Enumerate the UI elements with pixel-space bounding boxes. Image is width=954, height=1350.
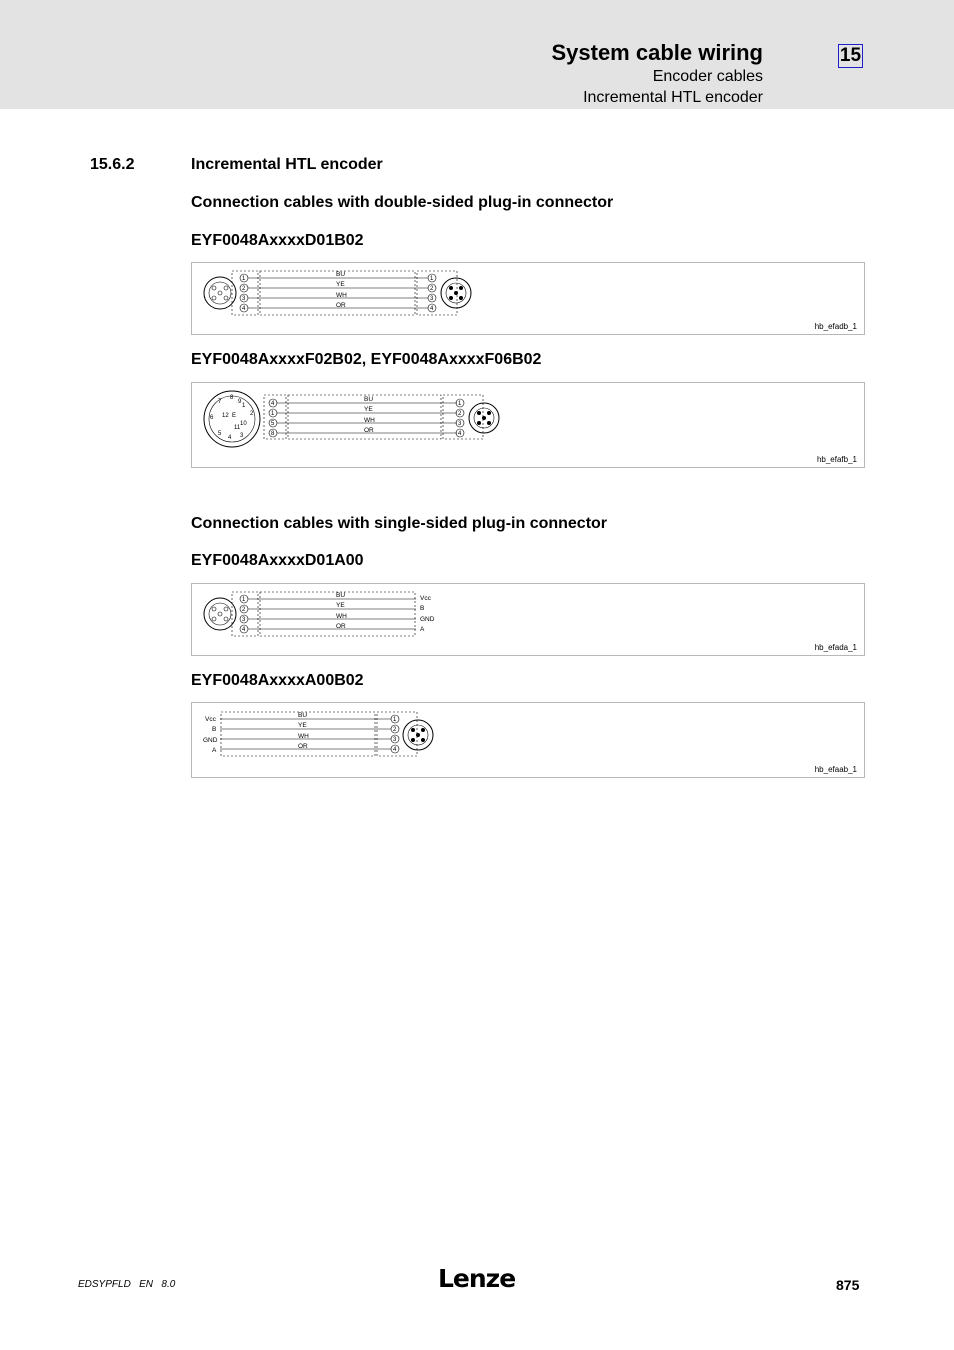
figure-title-d01a00: EYF0048AxxxxD01A00 — [191, 552, 364, 569]
m12-connector-right-icon — [469, 403, 499, 433]
svg-text:4: 4 — [430, 306, 434, 312]
section-number: 15.6.2 — [90, 156, 135, 173]
wiring-diagram-graphic — [192, 383, 866, 469]
footer-document-code — [78, 1279, 175, 1290]
pin-markers-right — [391, 715, 399, 753]
wires — [248, 271, 428, 309]
round-12-pin-connector-left-icon — [204, 391, 260, 447]
svg-text:2: 2 — [430, 286, 434, 292]
wires — [248, 592, 416, 630]
svg-text:8: 8 — [230, 395, 234, 401]
wiring-diagram-d01a00 — [191, 583, 865, 656]
svg-text:WH: WH — [336, 613, 347, 620]
figure-id: hb_efafb_1 — [816, 455, 857, 464]
svg-text:2: 2 — [393, 727, 397, 733]
svg-text:Vcc: Vcc — [420, 595, 431, 602]
wiring-diagram-graphic — [192, 703, 866, 779]
svg-text:2: 2 — [458, 411, 462, 417]
svg-text:BU: BU — [336, 271, 346, 278]
svg-text:WH: WH — [364, 417, 375, 424]
svg-text:4: 4 — [242, 306, 246, 312]
subheading-double-sided: Connection cables with double-sided plug-in connector — [191, 194, 614, 211]
page-subtitle-htl-encoder: Incremental HTL encoder — [583, 89, 763, 106]
doc-code: EDSYPFLD — [78, 1279, 131, 1290]
svg-text:2: 2 — [242, 286, 246, 292]
figure-title-f02b02: EYF0048AxxxxF02B02, EYF0048AxxxxF06B02 — [191, 351, 542, 368]
svg-text:OR: OR — [298, 743, 308, 750]
svg-text:6: 6 — [210, 415, 214, 421]
svg-text:1: 1 — [242, 597, 246, 603]
svg-text:1: 1 — [242, 403, 246, 409]
svg-text:3: 3 — [242, 296, 246, 302]
svg-text:WH: WH — [336, 292, 347, 299]
svg-text:OR: OR — [364, 427, 374, 434]
lenze-logo: Lenze — [438, 1264, 516, 1293]
svg-text:YE: YE — [364, 406, 373, 413]
svg-text:OR: OR — [336, 302, 346, 309]
svg-text:A: A — [420, 626, 425, 633]
svg-text:11: 11 — [234, 425, 241, 431]
svg-text:12: 12 — [222, 413, 229, 419]
subheading-single-sided: Connection cables with single-sided plug-in connector — [191, 515, 608, 532]
page-number: 875 — [836, 1277, 860, 1293]
pin-markers-right — [428, 274, 436, 312]
svg-text:BU: BU — [298, 712, 308, 719]
svg-text:5: 5 — [218, 431, 222, 437]
wiring-diagram-f02b02 — [191, 382, 865, 468]
svg-text:YE: YE — [298, 722, 307, 729]
svg-text:3: 3 — [393, 737, 397, 743]
svg-text:YE: YE — [336, 281, 345, 288]
section-title: Incremental HTL encoder — [191, 156, 383, 173]
svg-text:10: 10 — [240, 421, 247, 427]
wires — [277, 396, 457, 434]
wiring-diagram-graphic — [192, 263, 866, 336]
page-title: System cable wiring — [551, 40, 763, 65]
svg-text:OR: OR — [336, 623, 346, 630]
figure-title-a00b02: EYF0048AxxxxA00B02 — [191, 672, 364, 689]
wiring-diagram-a00b02 — [191, 702, 865, 778]
pin-markers-left — [240, 595, 248, 633]
pin-markers-left — [240, 274, 248, 312]
svg-text:B: B — [212, 726, 217, 733]
svg-text:2: 2 — [250, 411, 254, 417]
svg-text:8: 8 — [271, 431, 275, 437]
svg-text:BU: BU — [364, 396, 374, 403]
svg-text:3: 3 — [242, 617, 246, 623]
svg-text:9: 9 — [238, 399, 242, 405]
wiring-diagram-graphic — [192, 584, 866, 657]
svg-text:4: 4 — [393, 747, 397, 753]
svg-text:E: E — [232, 413, 237, 419]
figure-id: hb_efadb_1 — [814, 322, 857, 331]
m12-connector-right-icon — [403, 720, 433, 750]
signal-labels — [203, 716, 218, 754]
svg-text:1: 1 — [430, 276, 434, 282]
figure-id: hb_efada_1 — [814, 643, 857, 652]
svg-text:1: 1 — [393, 717, 397, 723]
doc-version: 8.0 — [161, 1279, 176, 1290]
svg-text:4: 4 — [271, 401, 275, 407]
figure-id: hb_efaab_1 — [814, 765, 857, 774]
page-subtitle-encoder-cables: Encoder cables — [652, 68, 763, 85]
svg-text:3: 3 — [430, 296, 434, 302]
svg-text:1: 1 — [242, 276, 246, 282]
round-connector-left-icon — [204, 277, 236, 309]
chapter-number-link[interactable]: 15 — [839, 45, 862, 66]
svg-text:4: 4 — [458, 431, 462, 437]
svg-text:1: 1 — [458, 401, 462, 407]
svg-text:GND: GND — [203, 737, 218, 744]
svg-text:1: 1 — [271, 411, 275, 417]
wiring-diagram-d01b02 — [191, 262, 865, 335]
svg-text:4: 4 — [242, 627, 246, 633]
m12-connector-right-icon — [441, 278, 471, 308]
svg-text:7: 7 — [218, 399, 222, 405]
svg-text:B: B — [420, 605, 425, 612]
svg-text:A: A — [212, 747, 217, 754]
signal-labels — [420, 595, 435, 633]
header-band — [0, 0, 954, 109]
wires — [220, 712, 391, 750]
pin-markers-left — [269, 399, 277, 437]
svg-text:4: 4 — [228, 435, 232, 441]
figure-title-d01b02: EYF0048AxxxxD01B02 — [191, 232, 364, 249]
svg-text:WH: WH — [298, 733, 309, 740]
svg-text:GND: GND — [420, 616, 435, 623]
svg-text:2: 2 — [242, 607, 246, 613]
svg-text:BU: BU — [336, 592, 346, 599]
pin-markers-right — [456, 399, 464, 437]
svg-text:3: 3 — [240, 433, 244, 439]
round-connector-left-icon — [204, 598, 236, 630]
svg-text:5: 5 — [271, 421, 275, 427]
svg-text:3: 3 — [458, 421, 462, 427]
svg-text:YE: YE — [336, 602, 345, 609]
doc-language: EN — [139, 1279, 154, 1290]
svg-text:Vcc: Vcc — [205, 716, 216, 723]
